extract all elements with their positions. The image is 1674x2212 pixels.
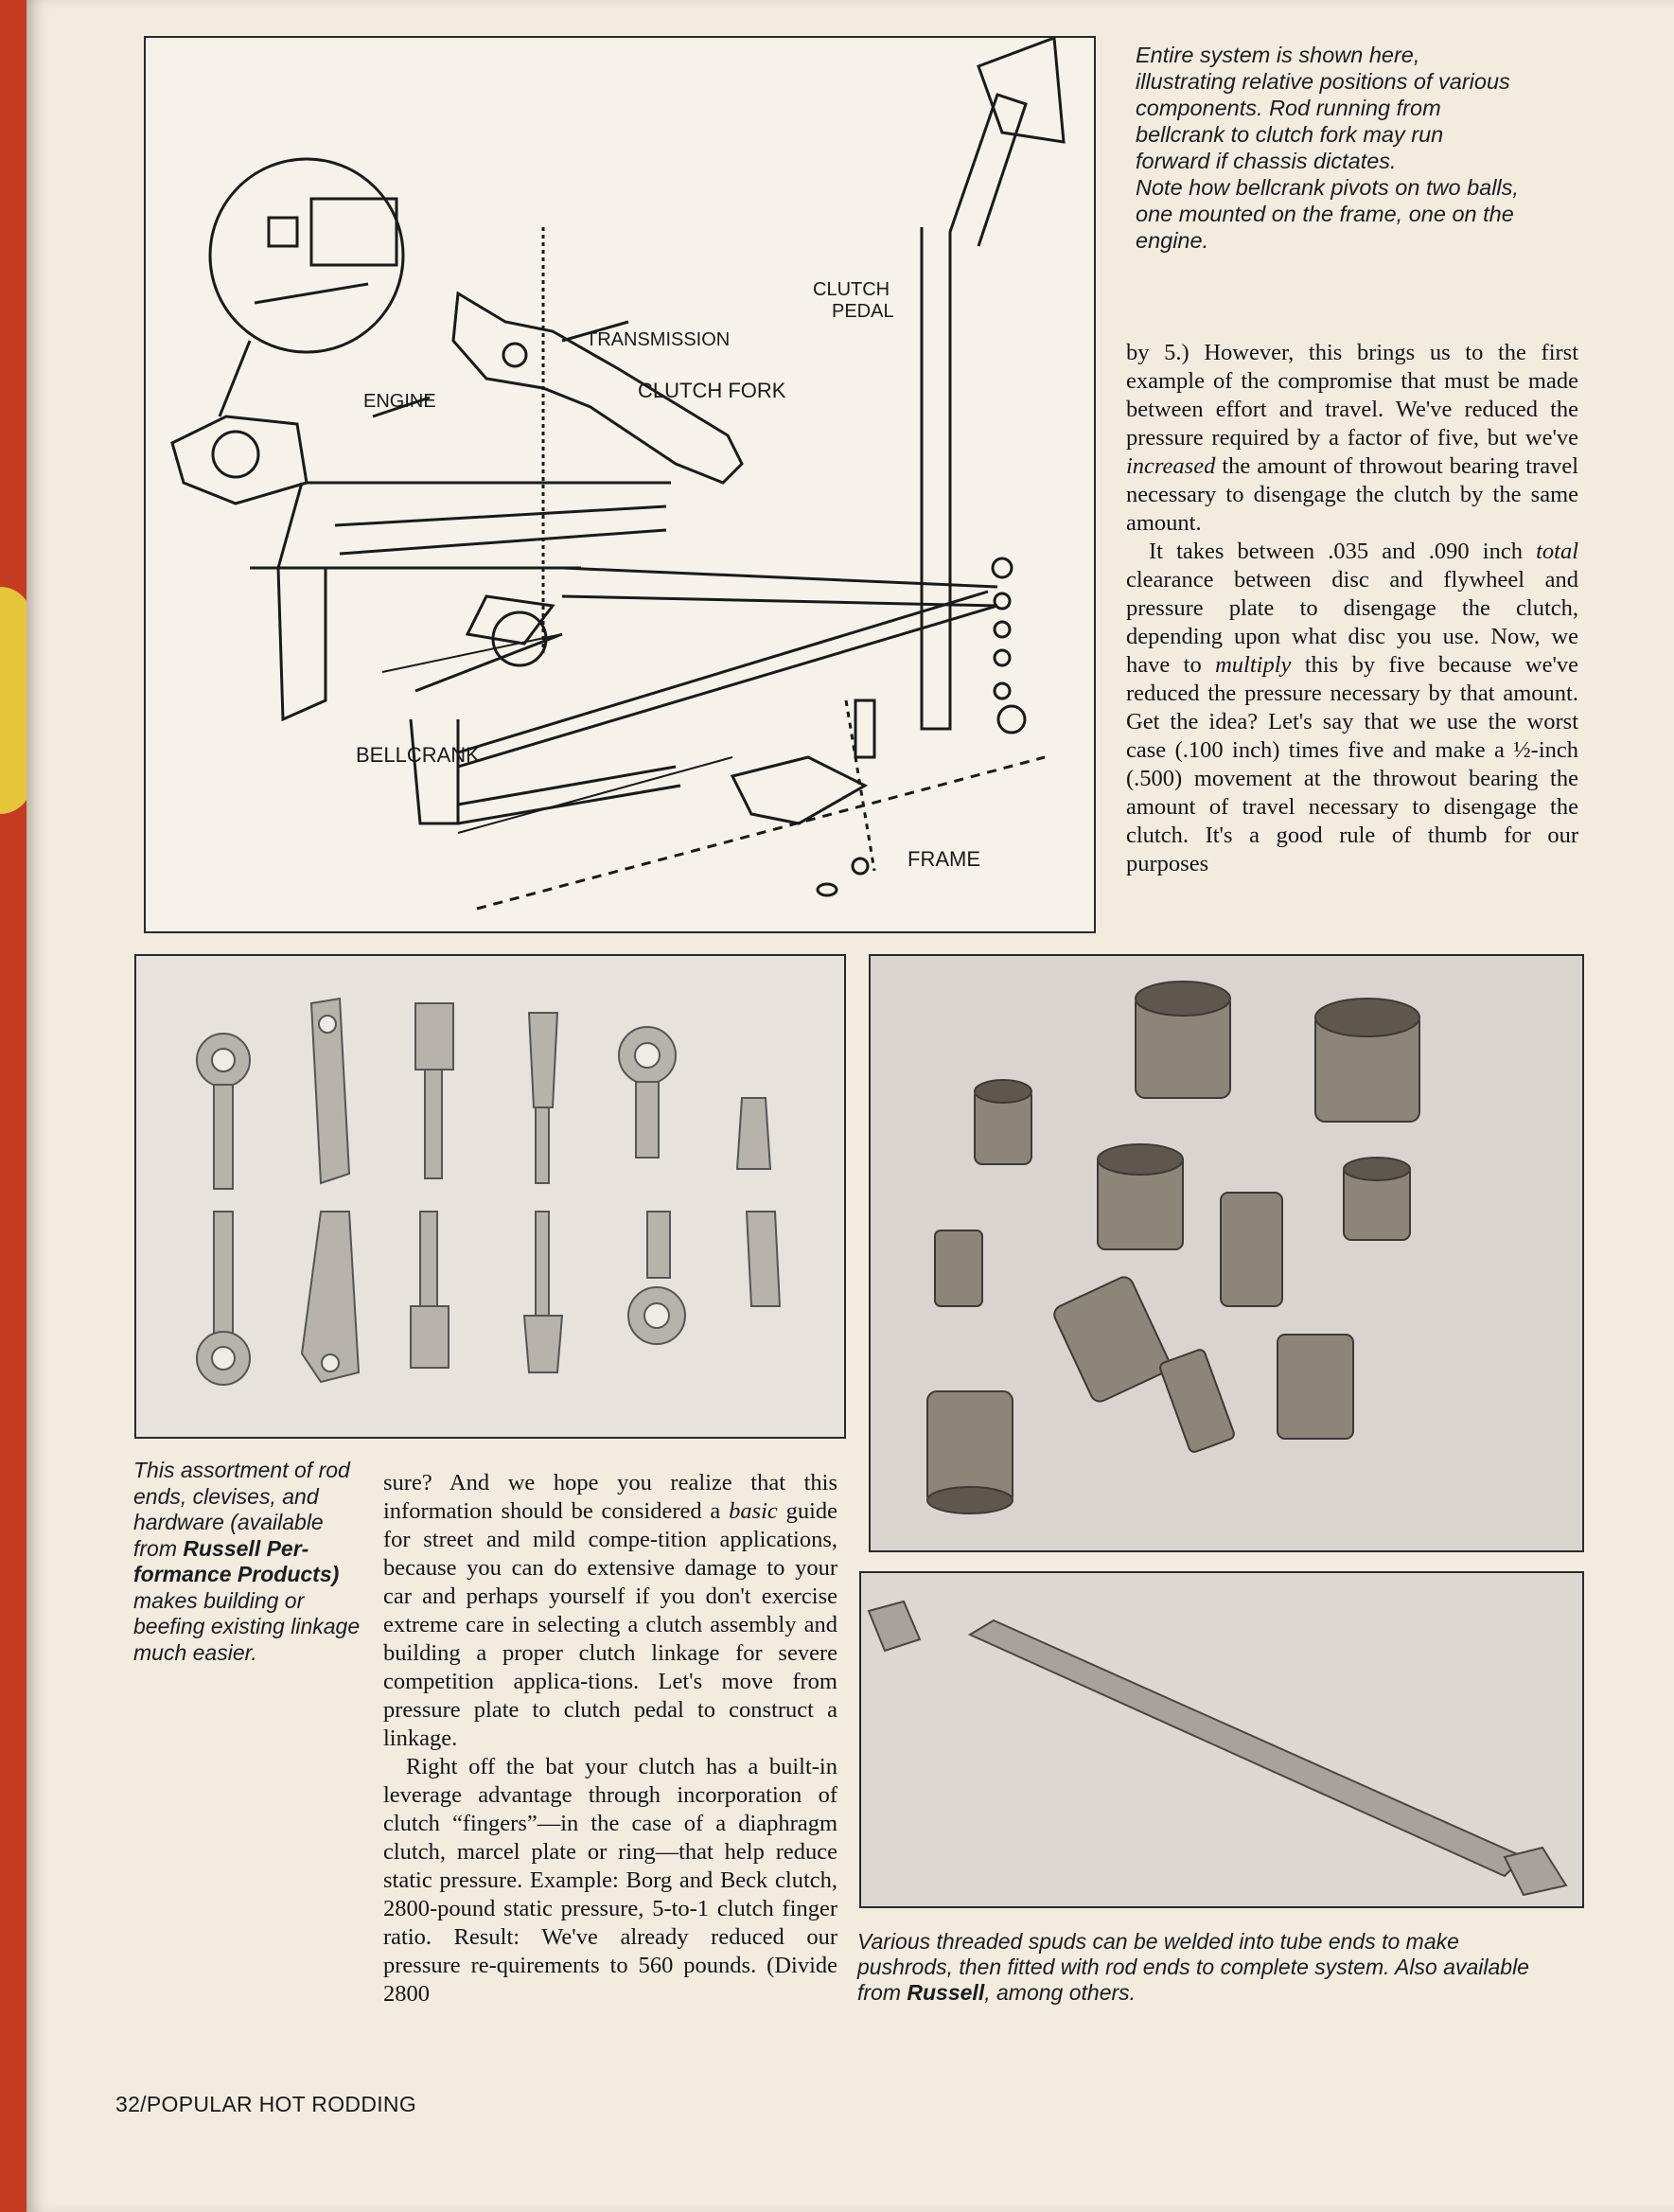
caption-line: engine. <box>1136 228 1209 253</box>
clutch-linkage-diagram <box>144 36 1096 933</box>
clutch-pedal-pad <box>978 38 1064 142</box>
rod-ends-photo <box>134 954 846 1439</box>
label-engine: ENGINE <box>363 391 436 412</box>
paragraph: It takes between .035 and .090 inch total clearance between disc and flywheel and pressure plate to disengage the clutch, depending upon what disc you use. Now, we have to multiply this by five because we've reduced the pressure necessary by that amount. Get the idea? Let's say that we use the worst case (.100 inch) times five and make a ½-inch (.500) movement at the throwout bearing the amount of travel necessary to disengage the clutch. It's a good rule of thumb for our purposes <box>1126 539 1579 876</box>
label-transmission: TRANSMISSION <box>586 329 731 350</box>
caption-line: one mounted on the frame, one on the <box>1136 202 1514 226</box>
page-footer: 32/POPULAR HOT RODDING <box>115 2092 417 2116</box>
label-frame: FRAME <box>907 847 980 871</box>
paragraph: by 5.) However, this brings us to the first example of the compromise that must be made between effort and travel. We've reduced the pressure required by a factor of five, but we've increased the amount of throwout bearing travel necessary to disengage the clutch by the same amount. <box>1126 340 1579 536</box>
paragraph: sure? And we hope you realize that this information should be considered a basic guide for street and mild compe-tition applications, because you can do extensive damage to your car and perhaps yourself if you don't exercise extreme care in selecting a clutch assembly and building a proper clutch linkage for severe competition applica-tions. Let's move from pressure plate to clutch pedal to construct a linkage. <box>383 1470 838 1751</box>
spuds-drawing <box>871 956 1582 1550</box>
label-clutch-fork: CLUTCH FORK <box>638 379 786 402</box>
diagram-caption <box>1136 42 1609 254</box>
label-clutch: CLUTCH <box>813 279 890 300</box>
caption-line: bellcrank to clutch fork may run <box>1136 122 1444 147</box>
label-bellcrank: BELLCRANK <box>356 743 480 767</box>
pushrod-drawing <box>861 1573 1582 1906</box>
diagram-drawing <box>146 38 1094 931</box>
engine-ball-mount <box>172 416 307 504</box>
label-pedal: PEDAL <box>832 301 894 322</box>
caption-line: illustrating relative positions of various <box>1136 69 1510 94</box>
detail-inset-circle <box>210 159 403 352</box>
right-column-text <box>1126 339 1578 878</box>
caption-line: components. Rod running from <box>1136 96 1441 120</box>
frame-ball-mount <box>732 757 865 823</box>
clutch-pedal-arm <box>922 95 1026 729</box>
pushrod-photo <box>859 1571 1584 1908</box>
caption-line: Note how bellcrank pivots on two balls, <box>1136 175 1519 200</box>
spuds-caption: Various threaded spuds can be welded into tube ends to make pushrods, then fitted with rod ends to complete system. Also available from Russell, among others. <box>857 1929 1529 2005</box>
rod-ends-caption: This assortment of rod ends, clevises, and hardware (available from Russell Per-formance Products) makes building or beefing existing linkage much easier. <box>133 1458 361 1665</box>
caption-line: forward if chassis dictates. <box>1136 149 1397 173</box>
caption-line: Entire system is shown here, <box>1136 43 1420 67</box>
rod-ends-drawing <box>136 956 844 1437</box>
middle-column-text <box>383 1469 837 2008</box>
threaded-spuds-photo <box>869 954 1584 1552</box>
paragraph: Right off the bat your clutch has a built-in leverage advantage through incorporation of clutch “fingers”—in the case of a diaphragm clutch, marcel plate or ring—that help reduce static pressure. Example: Borg and Beck clutch, 2800-pound static pressure, 5-to-1 clutch finger ratio. Result: We've already reduced our pressure re-quirements to 560 pounds. (Divide 2800 <box>383 1754 837 2007</box>
